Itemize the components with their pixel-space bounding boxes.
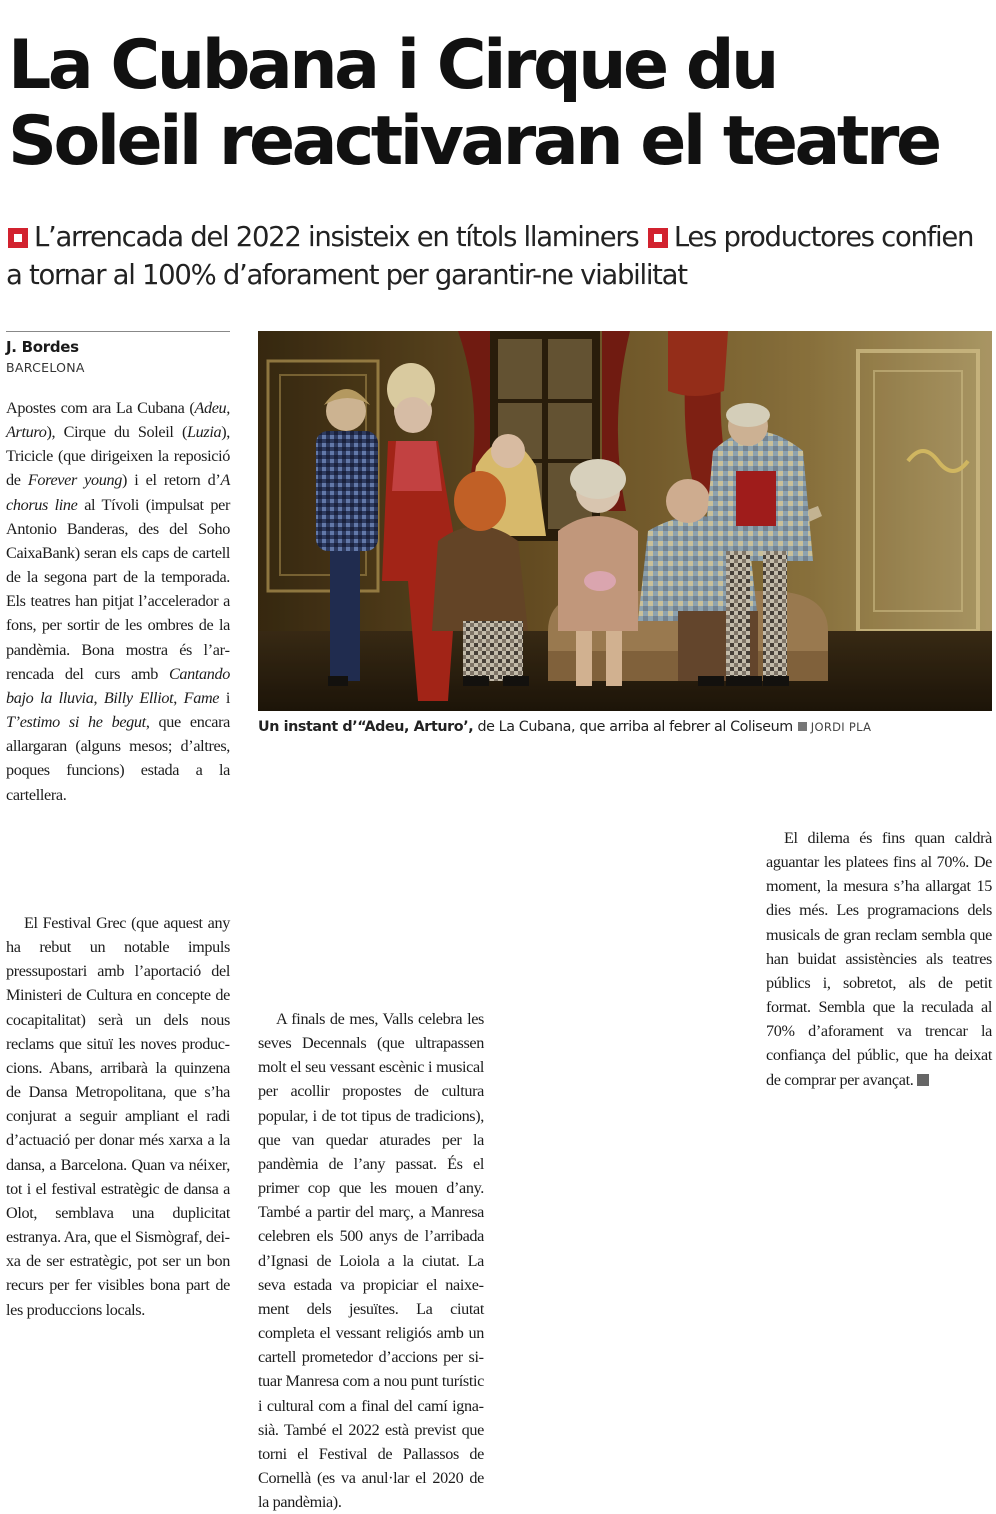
subhead-point-2: Les productores confien a tornar al 100% d’aforament per garantir-ne viabilitat xyxy=(6,221,974,291)
body-italic: Billy Elliot xyxy=(103,688,174,707)
body-text: , que encara allargaran (alguns mesos; d’altres, poques funcions) estada a la cartellera. xyxy=(6,713,230,804)
stage-scene-illustration xyxy=(258,331,992,711)
body-italic: A chorus line xyxy=(6,471,230,514)
caption-separator-icon xyxy=(798,722,807,731)
body-italic: Cantando bajo la lluvia xyxy=(6,664,230,707)
bullet-square-icon xyxy=(648,228,668,248)
headline-line-1: La Cubana i Cirque du xyxy=(8,26,776,105)
bullet-square-icon xyxy=(8,228,28,248)
subheadline xyxy=(6,218,991,294)
body-text: , xyxy=(93,688,104,707)
body-italic: Fame xyxy=(183,688,220,707)
body-italic: Forever young xyxy=(27,471,122,490)
body-paragraph-3: A finals de mes, Valls celebra les seves Decennals (que ultrapassen molt el seu vessant escènic i musical per acollir propostes de cultura popular, i de tot tipus de tradicions), que van quedar aturades per la pandèmia de l’any passat. És el primer cop que les mouen d’any. També a partir del març, a Manresa celebren els 500 anys de l’arribada d’Ignasi de Loiola a la ciutat. La seva estada va propiciar el naixement dels jesuïtes. La ciutat completa el vessant religiós amb un cartell prometedor d’accions per situar Manresa com a nou punt turístic i cultural com a final del camí ignasià. També el 2022 està previst que torni el Festival de Pallassos de Cornellà (es va anul·lar el 2020 de la pandèmia). xyxy=(258,1010,484,1512)
body-text: ), Tricicle (que dirigeixen la reposició de xyxy=(6,423,230,490)
body-text: i xyxy=(219,688,230,707)
body-text: El dilema és fins quan caldrà aguantar les platees fins al 70%. De moment, la mesura s’ha allargat 15 dies més. Les programacions dels musicals de gran reclam sembla que han buidat assistències als teatres públics i, sobretot, als de petit format. Sembla que la reculada al 70% d’aforament va trencar la confiança del públic, que ha deixat de comprar per avançat. xyxy=(766,829,992,1089)
subhead-point-1: L’arrencada del 2022 insisteix en títols llaminers xyxy=(34,221,639,253)
body-text: al Tívoli (impulsat per Antonio Banderas, des del Soho CaixaBank) seran els caps de cartell de la segona part de la temporada. Els teatres han pitjat l’accelerador a fons, per sortir de les ombres de la pandèmia. Bona mostra és l’arrencada del curs amb xyxy=(6,495,230,683)
body-italic: Adeu, Arturo xyxy=(6,399,230,442)
headline xyxy=(8,28,988,180)
body-column-1 xyxy=(6,396,230,807)
body-paragraph-1 xyxy=(6,396,230,807)
byline-city: BARCELONA xyxy=(6,360,85,375)
body-text: Apostes com ara La Cubana ( xyxy=(6,399,195,417)
headline-line-2: Soleil reactivaran el teatre xyxy=(8,102,939,181)
body-paragraph-2: El Festival Grec (que aquest any ha rebut un notable impuls pressupostari amb l’aportació del Ministeri de Cultura en concepte de cocapitalitat) serà un dels nous reclams que situï les noves produccions. Abans, arribarà la quinzena de Dansa Metropolitana, que s’ha conjurat a seguir ampliant el radi d’actuació per donar més xarxa a la dansa, a Barcelona. Quan va néixer, tot i el festival estratègic de dansa a Olot, semblava una duplicitat estranya. Ara, que el Sismògraf, deixa de ser estratègic, pot ser un bon recurs per fer visibles bona part de les produccions locals. xyxy=(6,914,230,1319)
byline-author: J. Bordes xyxy=(6,338,79,356)
end-of-article-icon xyxy=(917,1074,929,1086)
photo-credit: JORDI PLA xyxy=(810,720,872,734)
photo-caption xyxy=(258,719,992,735)
body-italic: T’estimo si he begut xyxy=(6,713,146,732)
body-text: ) i el retorn d’ xyxy=(121,471,221,490)
body-paragraph-4 xyxy=(766,826,992,1092)
article-photo xyxy=(258,331,992,711)
body-italic: Luzia xyxy=(187,423,222,442)
byline-rule xyxy=(6,331,230,332)
body-text: , xyxy=(173,688,184,707)
caption-text: de La Cubana, que arriba al febrer al Coliseum xyxy=(477,719,793,735)
body-text: ), Cirque du Soleil ( xyxy=(46,423,187,442)
caption-lead: Un instant d’“Adeu, Arturo’, xyxy=(258,719,474,735)
